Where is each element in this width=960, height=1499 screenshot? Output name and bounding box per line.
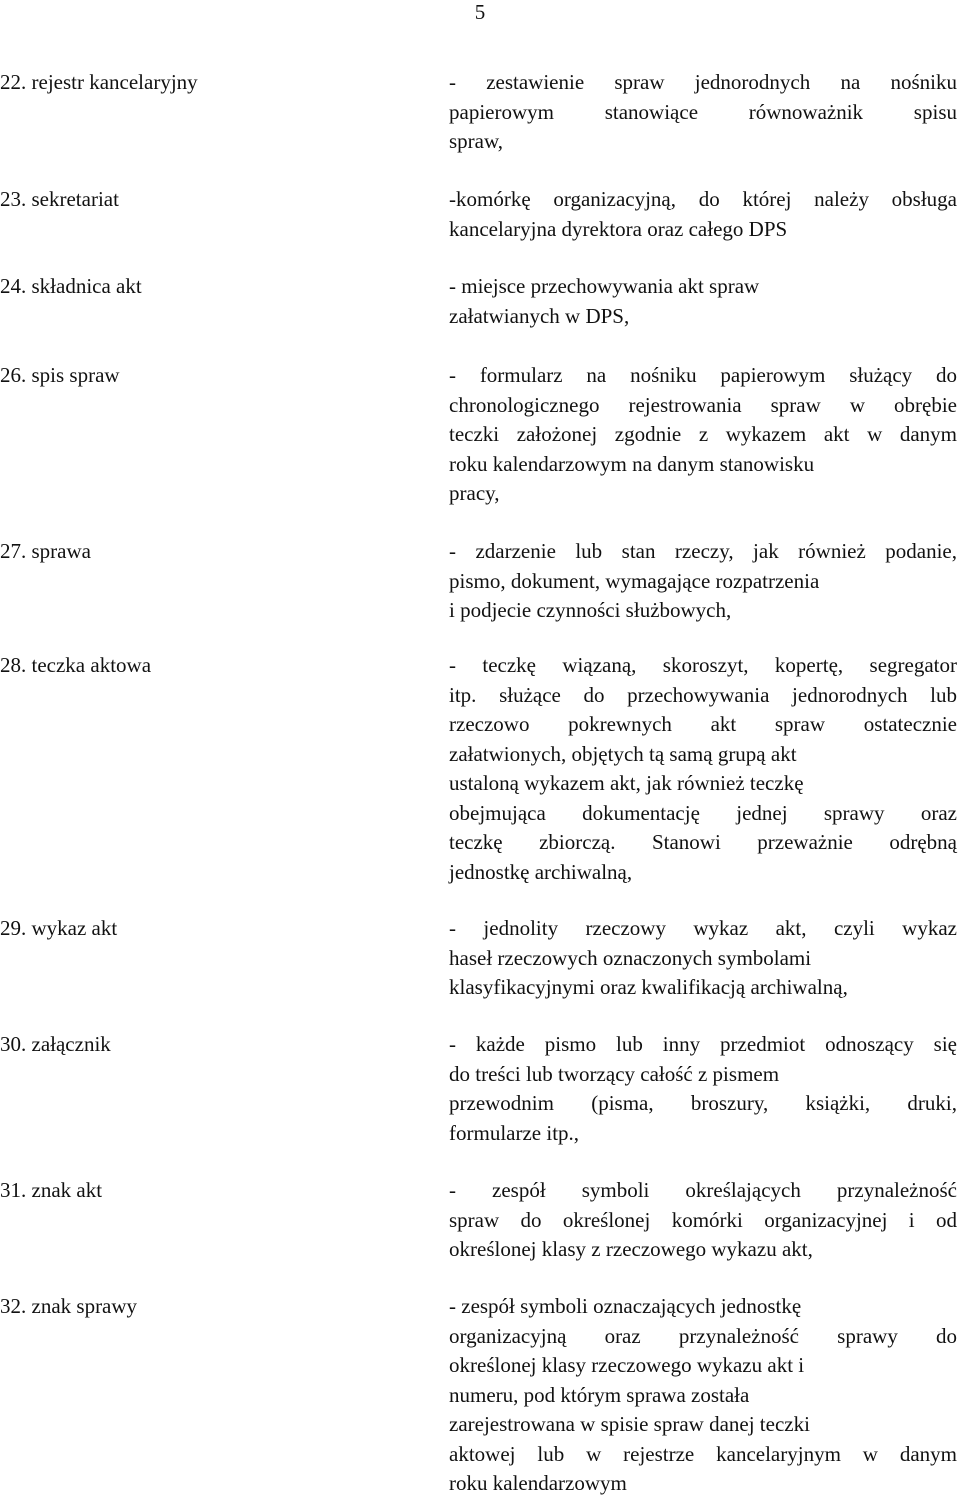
glossary-definition: [449, 272, 957, 331]
definition-line: obejmująca dokumentację jednej sprawy oraz: [449, 800, 957, 825]
definition-line: jednostkę archiwalną,: [449, 859, 633, 884]
definition-line: określonej klasy rzeczowego wykazu akt i: [449, 1353, 805, 1377]
definition-line: haseł rzeczowych oznaczonych symbolami: [449, 945, 812, 970]
definition-line: - zespół symboli oznaczających jednostkę: [449, 1294, 802, 1318]
glossary-term: 32. znak sprawy: [0, 1294, 138, 1318]
glossary-term: 27. sprawa: [0, 539, 91, 563]
definition-line: - każde pismo lub inny przedmiot odnoszący się: [449, 1032, 957, 1056]
definition-line: spraw do określonej komórki organizacyjnej i od: [449, 1207, 957, 1232]
definition-line: numeru, pod którym sprawa została: [449, 1382, 750, 1407]
glossary-term: 28. teczka aktowa: [0, 653, 152, 677]
glossary-term: 26. spis spraw: [0, 363, 120, 387]
page-number: 5: [474, 0, 486, 24]
glossary-definition: [449, 1176, 957, 1265]
definition-line: kancelaryjna dyrektora oraz całego DPS: [449, 216, 788, 241]
definition-line: - miejsce przechowywania akt spraw: [449, 274, 760, 298]
definition-line: i podjecie czynności służbowych,: [449, 598, 732, 622]
definition-line: spraw,: [449, 129, 504, 153]
definition-line: ustaloną wykazem akt, jak również teczkę: [449, 771, 804, 795]
glossary-term: 24. składnica akt: [0, 274, 142, 298]
definition-line: formularze itp.,: [449, 1120, 580, 1145]
definition-line: aktowej lub w rejestrze kancelaryjnym w danym: [449, 1441, 957, 1466]
definition-line: -komórkę organizacyjną, do której należy obsługa: [449, 187, 957, 211]
definition-line: przewodnim (pisma, broszury, książki, druki,: [449, 1091, 957, 1115]
glossary-definition: [449, 185, 957, 244]
glossary-term: 30. załącznik: [0, 1032, 111, 1056]
definition-line: itp. służące do przechowywania jednorodnych lub: [449, 682, 957, 707]
definition-line: - teczkę wiązaną, skoroszyt, kopertę, segregator: [449, 653, 957, 677]
glossary-term: 31. znak akt: [0, 1178, 103, 1202]
definition-line: roku kalendarzowym na danym stanowisku: [449, 451, 815, 476]
definition-line: określonej klasy z rzeczowego wykazu akt,: [449, 1237, 813, 1261]
definition-line: załatwionych, objętych tą samą grupą akt: [449, 741, 797, 766]
definition-line: rzeczowo pokrewnych akt spraw ostatecznie: [449, 712, 957, 736]
definition-line: - jednolity rzeczowy wykaz akt, czyli wykaz: [449, 916, 957, 940]
definition-line: papierowym stanowiące równoważnik spisu: [449, 99, 957, 124]
definition-line: pracy,: [449, 481, 500, 505]
glossary-term: 29. wykaz akt: [0, 916, 118, 940]
glossary-definition: [449, 68, 957, 157]
definition-line: organizacyjną oraz przynależność sprawy do: [449, 1323, 957, 1348]
definition-line: pismo, dokument, wymagające rozpatrzenia: [449, 568, 820, 593]
definition-line: - zdarzenie lub stan rzeczy, jak również podanie,: [449, 539, 957, 563]
glossary-term: 23. sekretariat: [0, 187, 119, 211]
definition-line: - zestawienie spraw jednorodnych na nośniku: [449, 70, 957, 94]
definition-line: do treści lub tworzący całość z pismem: [449, 1061, 780, 1086]
definition-line: teczkę zbiorczą. Stanowi przeważnie odrębną: [449, 830, 957, 854]
definition-line: - formularz na nośniku papierowym służący do: [449, 363, 957, 387]
glossary-definition: [449, 1292, 957, 1499]
glossary-definition: [449, 651, 957, 887]
definition-line: klasyfikacyjnymi oraz kwalifikacją archiwalną,: [449, 975, 848, 999]
definition-line: załatwianych w DPS,: [449, 303, 630, 328]
glossary-definition: [449, 914, 957, 1003]
definition-line: chronologicznego rejestrowania spraw w obrębie: [449, 392, 957, 417]
definition-line: - zespół symboli określających przynależność: [449, 1178, 957, 1202]
glossary-term: 22. rejestr kancelaryjny: [0, 70, 198, 94]
glossary-definition: [449, 361, 957, 509]
definition-line: roku kalendarzowym: [449, 1471, 627, 1495]
definition-line: teczki założonej zgodnie z wykazem akt w danym: [449, 422, 957, 446]
definition-line: zarejestrowana w spisie spraw danej teczki: [449, 1412, 810, 1436]
glossary-definition: [449, 1030, 957, 1148]
glossary-definition: [449, 537, 957, 626]
